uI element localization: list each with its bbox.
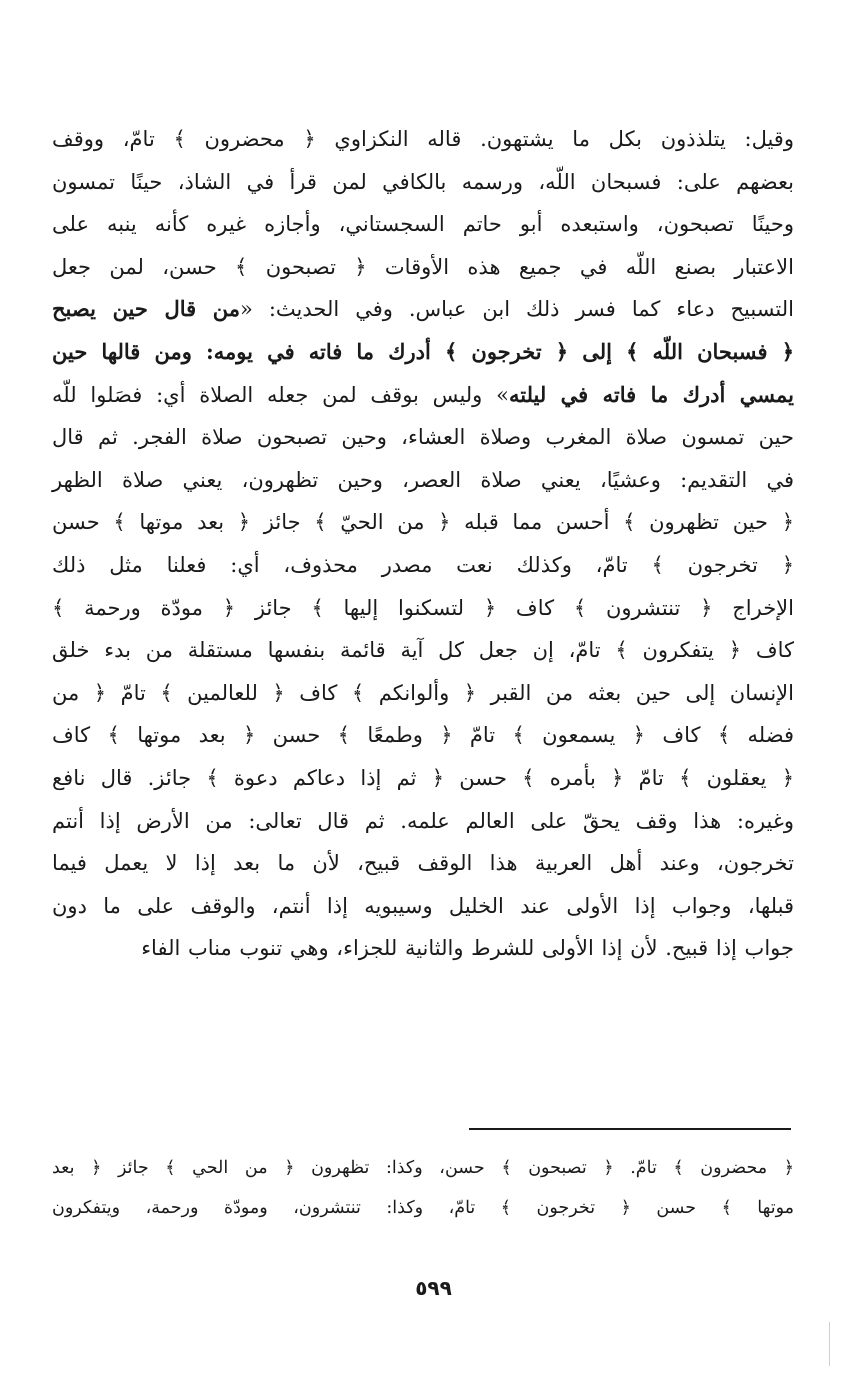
text-line xyxy=(52,672,794,715)
text-segment: وقيل: يتلذذون بكل ما يشتهون. قاله النكزاوي ﴿ محضرون ﴾ تامّ، ووقف xyxy=(52,127,794,151)
text-segment: حين تمسون صلاة المغرب وصلاة العشاء، وحين تصبحون صلاة الفجر. ثم قال xyxy=(52,425,794,450)
text-line xyxy=(52,161,794,204)
text-segment: تخرجون، وعند أهل العربية هذا الوقف قبيح، لأن ما بعد إذا لا يعمل فيما xyxy=(52,851,794,876)
text-line xyxy=(52,374,794,417)
footnote-separator xyxy=(469,1128,791,1130)
text-segment: ﴿ يعقلون ﴾ تامّ ﴿ بأمره ﴾ حسن ﴿ ثم إذا دعاكم دعوة ﴾ جائز. قال نافع xyxy=(52,765,794,790)
text-line xyxy=(52,459,794,502)
text-segment: وغيره: هذا وقف يحقّ على العالم علمه. ثم قال تعالى: من الأرض إذا أنتم xyxy=(52,808,794,833)
text-segment: الاعتبار بصنع اللّه في جميع هذه الأوقات ﴿ تصبحون ﴾ حسن، لمن جعل xyxy=(52,254,794,279)
text-line xyxy=(52,842,794,885)
text-line xyxy=(52,416,794,459)
text-segment: جواب إذا قبيح. لأن إذا الأولى للشرط والثانية للجزاء، وهي تنوب مناب الفاء xyxy=(141,936,794,961)
text-segment: ﴿ حين تظهرون ﴾ أحسن مما قبله ﴿ من الحيّ ﴾ جائز ﴿ بعد موتها ﴾ حسن xyxy=(52,510,794,535)
text-line xyxy=(52,885,794,928)
text-segment: » وليس بوقف لمن جعله الصلاة أي: فصَلوا للّه xyxy=(52,382,509,407)
text-line xyxy=(52,203,794,246)
text-segment: الإخراج ﴿ تنتشرون ﴾ كاف ﴿ لتسكنوا إليها ﴾ جائز ﴿ مودّة ورحمة ﴾ xyxy=(52,595,794,620)
bold-text-segment: يمسي أدرك ما فاته في ليلته xyxy=(508,381,794,407)
text-segment: وحينًا تصبحون، واستبعده أبو حاتم السجستاني، وأجازه غيره كأنه ينبه على xyxy=(52,212,794,237)
text-line xyxy=(52,544,794,587)
text-segment: بعضهم على: فسبحان اللّه، ورسمه بالكافي لمن قرأ في الشاذ، حينًا تمسون xyxy=(52,169,794,194)
text-line xyxy=(52,927,794,970)
bold-text-segment: من قال حين يصبح xyxy=(52,296,241,322)
text-line xyxy=(52,331,794,374)
text-line xyxy=(52,288,794,331)
text-line xyxy=(52,714,794,757)
text-line xyxy=(52,629,794,672)
text-segment: في التقديم: وعشيًا، يعني صلاة العصر، وحين تظهرون، يعني صلاة الظهر xyxy=(52,467,794,492)
text-line xyxy=(52,800,794,843)
text-line xyxy=(52,501,794,544)
text-line xyxy=(52,587,794,630)
text-line xyxy=(52,246,794,289)
text-segment: الإنسان إلى حين بعثه من القبر ﴿ وألوانكم ﴾ كاف ﴿ للعالمين ﴾ تامّ ﴿ من xyxy=(52,680,794,705)
text-line xyxy=(52,757,794,800)
footnote-line: ﴿ محضرون ﴾ تامّ. ﴿ تصبحون ﴾ حسن، وكذا: تظهرون ﴿ من الحي ﴾ جائز ﴿ بعد xyxy=(52,1158,794,1178)
text-segment: قبلها، وجواب إذا الأولى عند الخليل وسيبويه إذا أنتم، والوقف على ما دون xyxy=(52,893,794,918)
footnote-block xyxy=(52,1148,794,1228)
footnote-line: موتها ﴾ حسن ﴿ تخرجون ﴾ تامّ، وكذا: تنتشرون، ومودّة ورحمة، ويتفكرون xyxy=(52,1198,794,1218)
scan-mark xyxy=(829,1322,830,1366)
text-segment: كاف ﴿ يتفكرون ﴾ تامّ، إن جعل كل آية قائمة بنفسها مستقلة من بدء خلق xyxy=(52,638,794,663)
main-text xyxy=(52,118,794,970)
page-number: ٥٩٩ xyxy=(415,1276,452,1300)
text-segment: فضله ﴾ كاف ﴿ يسمعون ﴾ تامّ ﴿ وطمعًا ﴾ حسن ﴿ بعد موتها ﴾ كاف xyxy=(52,723,794,748)
text-line xyxy=(52,118,794,161)
bold-text-segment: ﴿ فسبحان اللّه ﴾ إلى ﴿ تخرجون ﴾ أدرك ما فاته في يومه: ومن قالها حين xyxy=(52,338,794,364)
text-segment: ﴿ تخرجون ﴾ تامّ، وكذلك نعت مصدر محذوف، أي: فعلنا مثل ذلك xyxy=(52,552,794,577)
body-text-block xyxy=(52,118,794,970)
text-segment: التسبيح دعاء كما فسر ذلك ابن عباس. وفي الحديث: « xyxy=(240,297,794,322)
